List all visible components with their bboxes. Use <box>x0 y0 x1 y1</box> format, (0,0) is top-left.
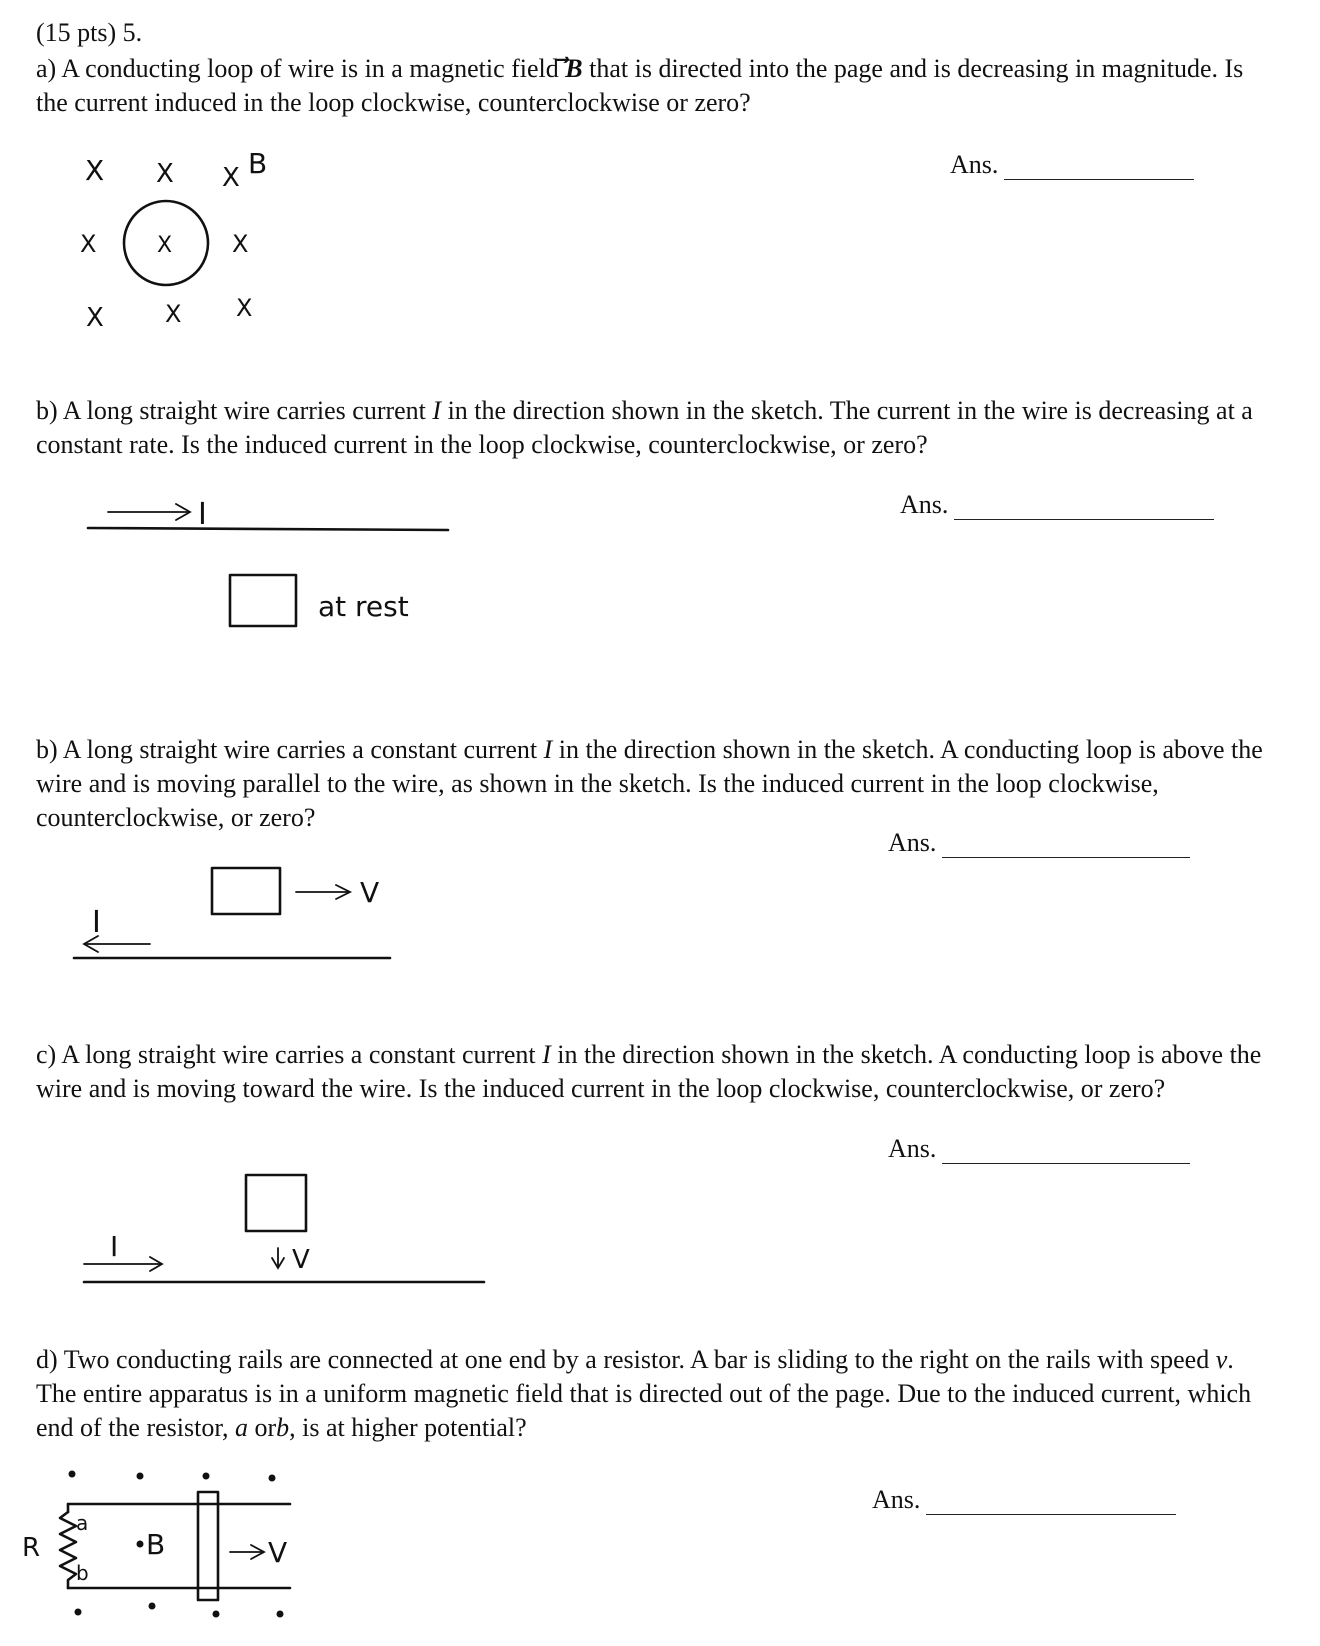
velocity-label: V <box>360 876 380 909</box>
wire-current-label: I <box>92 905 101 940</box>
field-x-mark: X <box>86 303 104 333</box>
field-dot <box>69 1471 76 1478</box>
field-dot <box>137 1473 144 1480</box>
sliding-bar <box>198 1492 218 1600</box>
field-dot <box>203 1473 210 1480</box>
field-x-mark: X <box>165 300 182 328</box>
field-dot <box>277 1611 284 1618</box>
wire-current-label: I <box>110 1230 119 1263</box>
point-a-label: a <box>76 1511 89 1535</box>
part-c-answer[interactable]: Ans. <box>888 1134 1190 1164</box>
field-x-mark: X <box>157 233 173 258</box>
field-dot <box>75 1609 82 1616</box>
field-x-mark: X <box>85 154 105 187</box>
loop-note: at rest <box>318 590 409 623</box>
part-d-question: d) Two conducting rails are connected at one end by a resistor. A bar is sliding to the right on the rails with speed v. The entire apparatus is in a uniform magnetic field that is directed out of the page. Due to the induced current, which end of the resistor, a orb, is at higher potential? <box>36 1345 1252 1442</box>
field-vector-symbol: B <box>565 54 583 83</box>
wire-current-label: I <box>198 497 207 532</box>
part-a-label: a) <box>36 54 57 83</box>
header-text: (15 pts) 5. <box>36 18 143 47</box>
ans-label: Ans. <box>950 150 999 179</box>
field-x-mark: X <box>80 230 97 258</box>
resistor-label: R <box>22 1533 41 1563</box>
field-x-mark: X <box>222 163 240 193</box>
part-b2-answer[interactable]: Ans. <box>888 828 1190 858</box>
part-a-question: a) A conducting loop of wire is in a magnetic field B that is directed into the page and is decreasing in magnitude. Is the current induced in the loop clockwise, counterclockwise or zero? <box>36 54 1244 117</box>
field-x-mark: X <box>236 294 253 322</box>
field-dot <box>213 1611 220 1618</box>
part-b2-question: b) A long straight wire carries a constant current I in the direction shown in the sketch. A conducting loop is above the wire and is moving parallel to the wire, as shown in the sketch. Is the induced current in the loop clockwise, counterclockwise, or zero? <box>36 735 1263 832</box>
part-c-question: c) A long straight wire carries a constant current I in the direction shown in the sketch. A conducting loop is above the wire and is moving toward the wire. Is the induced current in the loop clockwise, counterclockwise, or zero? <box>36 1040 1262 1103</box>
part-d-answer[interactable]: Ans. <box>872 1485 1176 1515</box>
velocity-label: V <box>268 1536 288 1569</box>
point-b-label: b <box>76 1561 89 1585</box>
field-label-b: B <box>248 147 268 180</box>
resistor <box>60 1512 76 1588</box>
field-x-mark: X <box>156 159 174 189</box>
field-label-b: B <box>146 1528 166 1561</box>
field-dot <box>137 1541 144 1548</box>
field-dot <box>269 1475 276 1482</box>
field-dot <box>149 1603 156 1610</box>
field-x-mark: X <box>232 230 249 258</box>
velocity-label: V <box>292 1245 310 1275</box>
part-b1-question: b) A long straight wire carries current I in the direction shown in the sketch. The current in the wire is decreasing at a constant rate. Is the induced current in the loop clockwise, counterclockwise, or zero? <box>36 396 1253 459</box>
part-b1-answer[interactable]: Ans. <box>900 490 1214 520</box>
